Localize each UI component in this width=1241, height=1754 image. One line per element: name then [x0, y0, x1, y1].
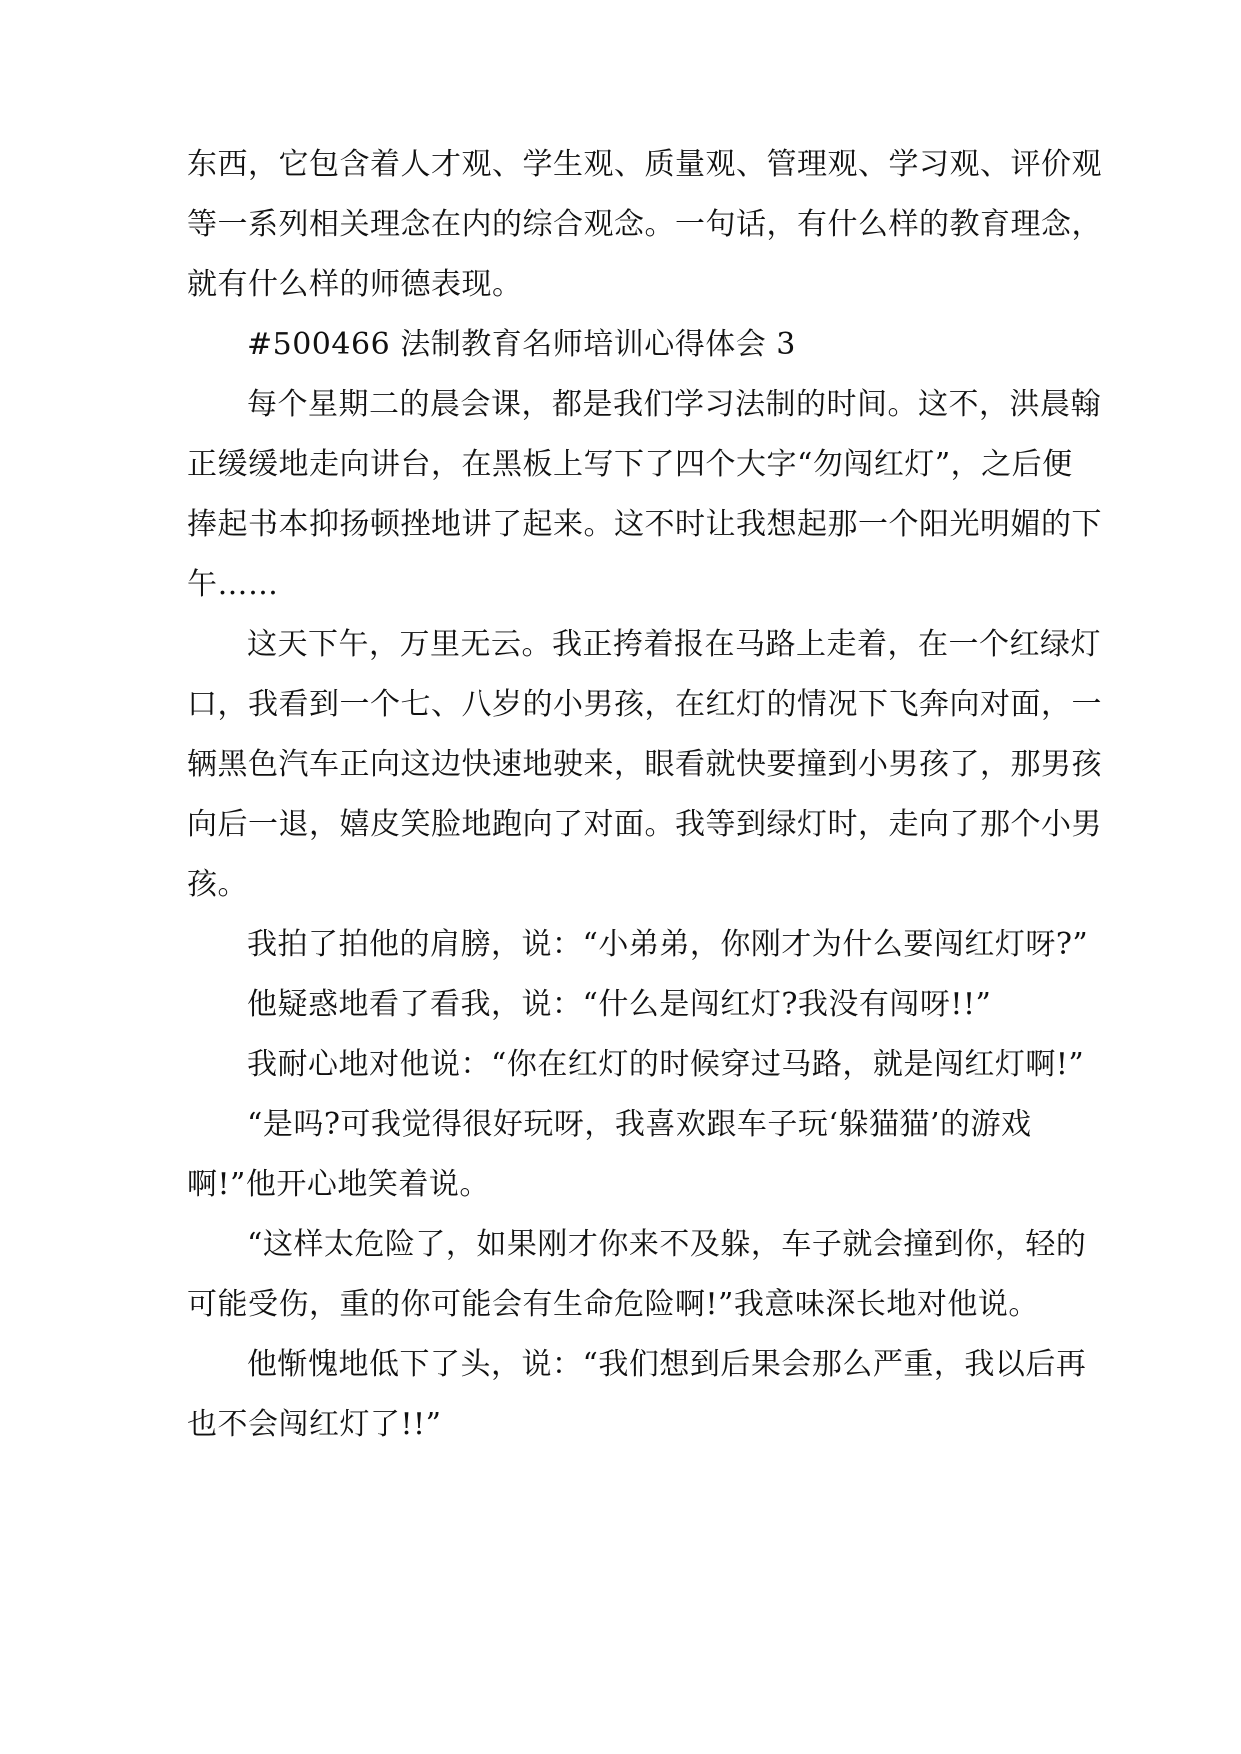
text-line: 东西，它包含着人才观、学生观、质量观、管理观、学习观、评价观: [187, 147, 1102, 182]
text-line: 等一系列相关理念在内的综合观念。一句话，有什么样的教育理念，: [187, 207, 1102, 242]
text-line: 他疑惑地看了看我，说：“什么是闯红灯?我没有闯呀!!”: [247, 987, 992, 1022]
text-line: 这天下午，万里无云。我正挎着报在马路上走着，在一个红绿灯: [247, 627, 1101, 662]
text-line: 午……: [187, 567, 279, 602]
text-line: 我耐心地对他说：“你在红灯的时候穿过马路，就是闯红灯啊!”: [247, 1047, 1085, 1082]
text-line: 他惭愧地低下了头，说：“我们想到后果会那么严重，我以后再: [247, 1347, 1087, 1382]
text-line: “这样太危险了，如果刚才你来不及躲，车子就会撞到你，轻的: [247, 1227, 1087, 1262]
text-line: 我拍了拍他的肩膀，说：“小弟弟，你刚才为什么要闯红灯呀?”: [247, 927, 1089, 962]
section-heading: #500466 法制教育名师培训心得体会 3: [247, 327, 796, 362]
text-line: 孩。: [187, 867, 248, 902]
text-line: 也不会闯红灯了!!”: [187, 1407, 442, 1442]
text-line: “是吗?可我觉得很好玩呀，我喜欢跟车子玩‘躲猫猫’的游戏: [247, 1107, 1032, 1142]
text-line: 正缓缓地走向讲台，在黑板上写下了四个大字“勿闯红灯”，之后便: [187, 447, 1073, 482]
text-line: 向后一退，嬉皮笑脸地跑向了对面。我等到绿灯时，走向了那个小男: [187, 807, 1102, 842]
text-line: 口，我看到一个七、八岁的小男孩，在红灯的情况下飞奔向对面，一: [187, 687, 1102, 722]
text-line: 捧起书本抑扬顿挫地讲了起来。这不时让我想起那一个阳光明媚的下: [187, 507, 1102, 542]
text-line: 啊!”他开心地笑着说。: [187, 1167, 490, 1202]
text-line: 每个星期二的晨会课，都是我们学习法制的时间。这不，洪晨翰: [247, 387, 1101, 422]
text-line: 就有什么样的师德表现。: [187, 267, 523, 302]
text-line: 可能受伤，重的你可能会有生命危险啊!”我意味深长地对他说。: [187, 1287, 1039, 1322]
text-line: 辆黑色汽车正向这边快速地驶来，眼看就快要撞到小男孩了，那男孩: [187, 747, 1102, 782]
